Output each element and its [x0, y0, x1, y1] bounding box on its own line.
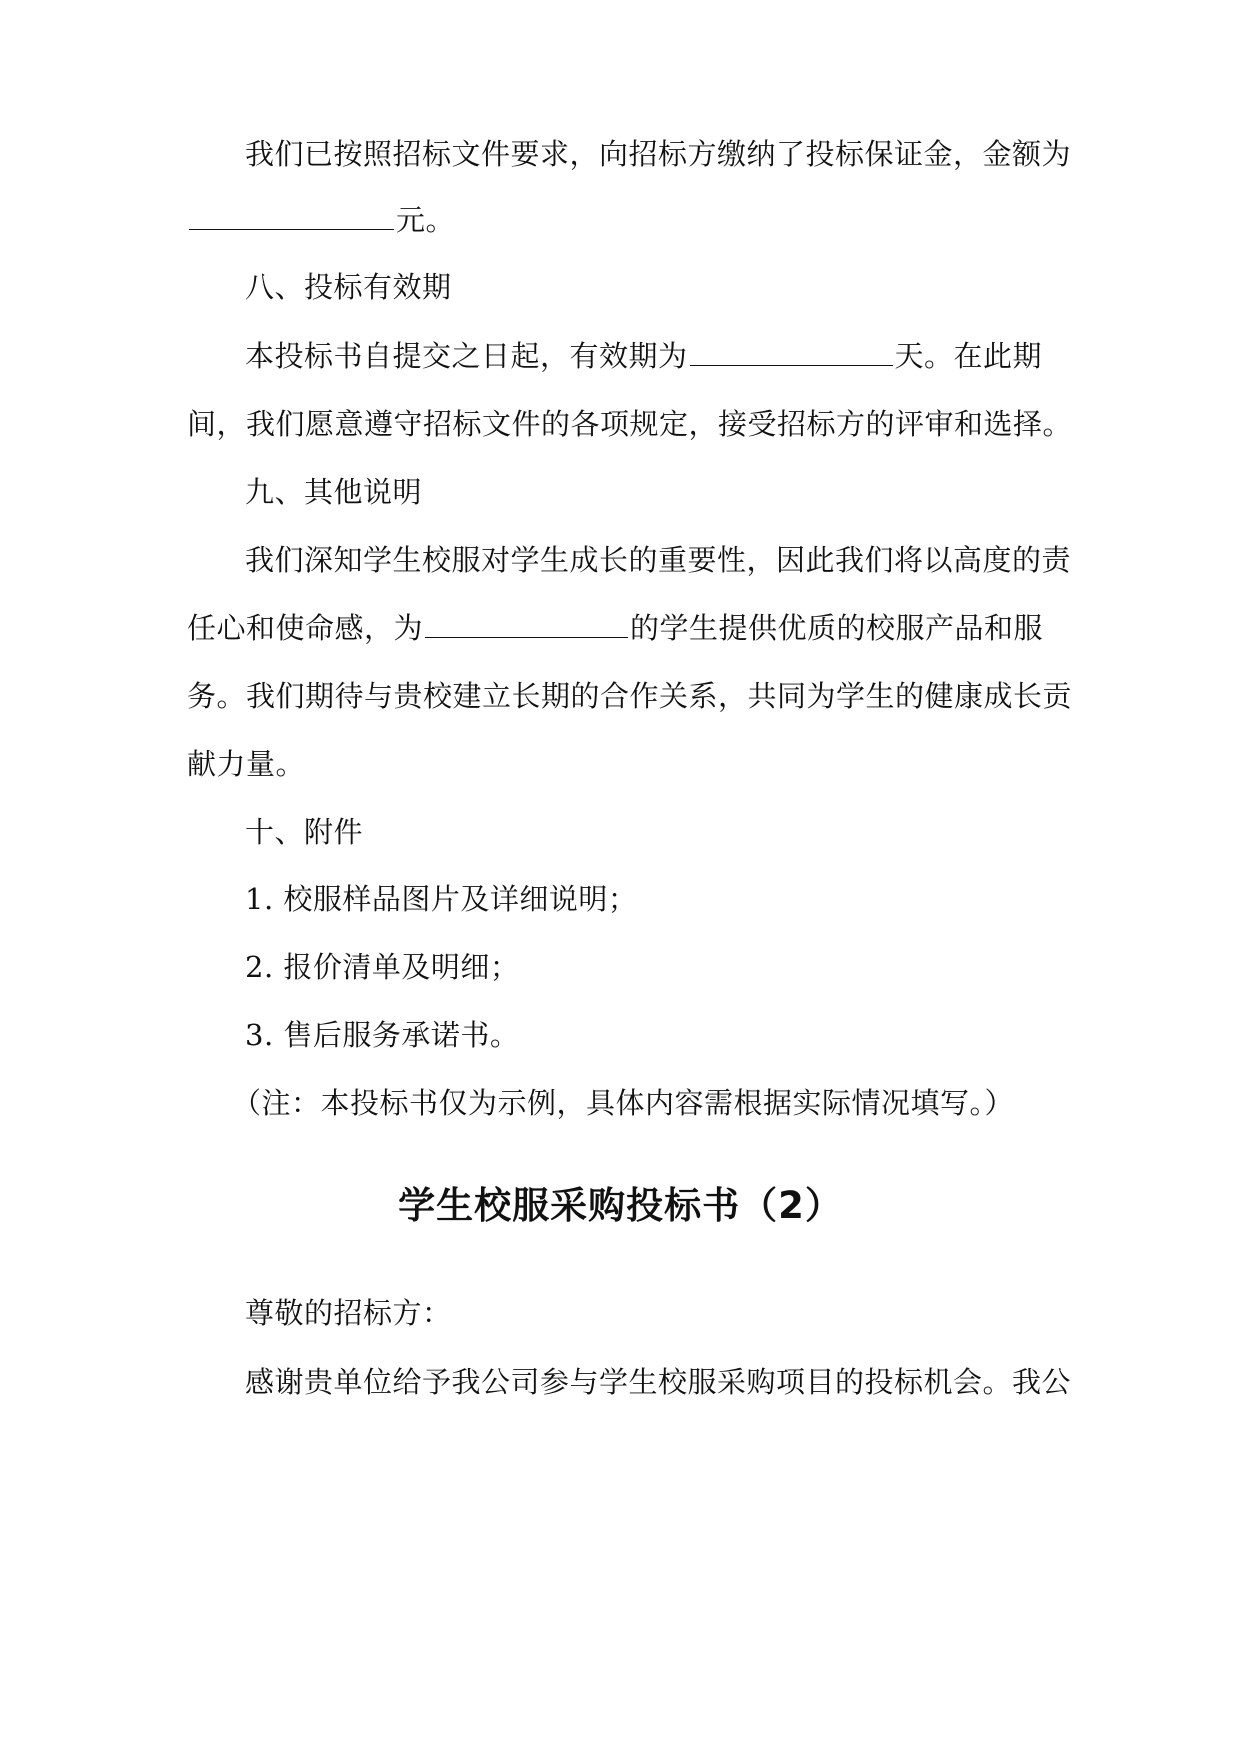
attachment-item-2: 2. 报价清单及明细；	[245, 950, 520, 984]
opening-paragraph-line-1: 感谢贵单位给予我公司参与学生校服采购项目的投标机会。我公	[245, 1365, 1072, 1399]
other-suffix: 的学生提供优质的校服产品和服	[630, 611, 1044, 645]
validity-paragraph-line-1	[245, 336, 1057, 376]
other-paragraph-line-1: 我们深知学生校服对学生成长的重要性，因此我们将以高度的责	[245, 543, 1072, 577]
salutation: 尊敬的招标方：	[245, 1296, 452, 1330]
section-8-heading: 八、投标有效期	[245, 270, 452, 304]
validity-paragraph-line-2: 间，我们愿意遵守招标文件的各项规定，接受招标方的评审和选择。	[187, 407, 1073, 441]
attachment-item-1: 1. 校服样品图片及详细说明；	[245, 882, 638, 916]
validity-days-blank	[690, 337, 893, 366]
other-paragraph-line-3: 务。我们期待与贵校建立长期的合作关系，共同为学生的健康成长贡	[187, 679, 1073, 713]
other-paragraph-line-4: 献力量。	[187, 747, 306, 781]
document-2-title: 学生校服采购投标书（2）	[398, 1184, 843, 1227]
deposit-amount-blank	[189, 201, 394, 230]
validity-prefix: 本投标书自提交之日起，有效期为	[245, 339, 688, 373]
deposit-unit: 元。	[396, 203, 456, 237]
validity-suffix: 天。在此期	[894, 339, 1043, 373]
school-name-blank	[425, 609, 628, 638]
other-prefix: 任心和使命感，为	[187, 611, 424, 645]
other-paragraph-line-2	[187, 608, 1057, 648]
deposit-paragraph-line-1: 我们已按照招标文件要求，向招标方缴纳了投标保证金，金额为	[245, 137, 1072, 171]
section-10-heading: 十、附件	[245, 815, 364, 849]
deposit-paragraph-line-2	[187, 200, 1057, 240]
section-9-heading: 九、其他说明	[245, 475, 423, 509]
attachment-item-3: 3. 售后服务承诺书。	[245, 1018, 520, 1052]
example-note: （注：本投标书仅为示例，具体内容需根据实际情况填写。）	[232, 1086, 1015, 1120]
